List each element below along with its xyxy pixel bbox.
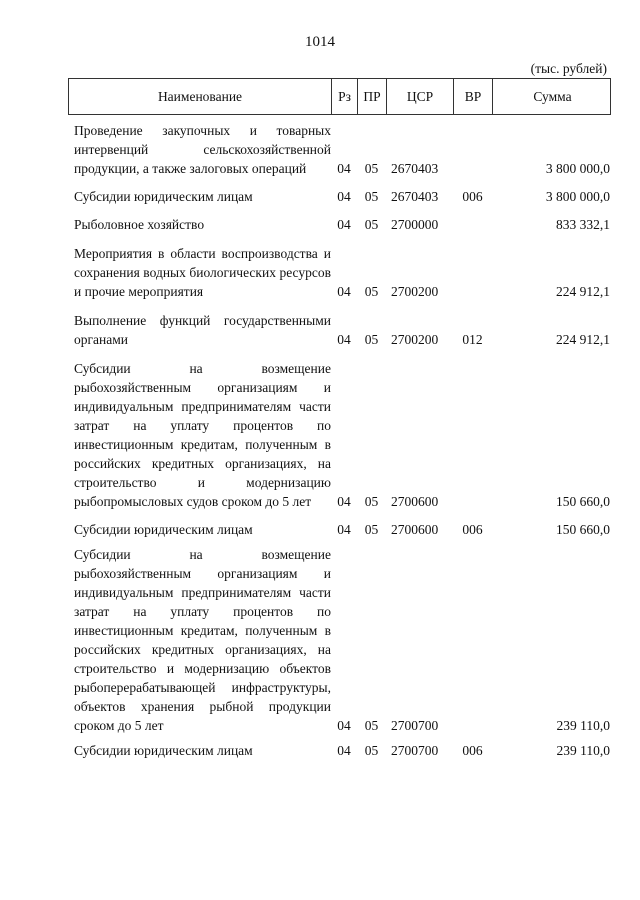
row-rz: 04 xyxy=(337,332,351,347)
row-rz: 04 xyxy=(337,522,351,537)
row-sum: 833 332,1 xyxy=(556,217,610,232)
row-pr: 05 xyxy=(364,217,379,232)
row-pr: 05 xyxy=(364,743,379,758)
row-csr: 2700600 xyxy=(391,522,439,537)
header-name: Наименование xyxy=(157,88,243,104)
row-name: Субсидии юридическим лицам xyxy=(74,743,253,758)
row-name: Мероприятия в области воспроизводства и сохранения водных биологических ресурсов и прочие мероприятия xyxy=(74,246,331,299)
row-sum: 239 110,0 xyxy=(556,718,610,733)
row-pr: 05 xyxy=(364,189,379,204)
row-pr: 05 xyxy=(364,284,379,299)
table-row xyxy=(68,311,611,349)
table-row xyxy=(68,741,611,760)
table-row xyxy=(68,215,611,234)
row-name: Рыболовное хозяйство xyxy=(74,217,205,232)
row-name: Субсидии юридическим лицам xyxy=(74,189,253,204)
header-sum: Сумма xyxy=(492,79,612,114)
row-csr: 2670403 xyxy=(391,161,439,176)
row-name: Выполнение функций государственными органами xyxy=(74,313,331,347)
page-number: 1014 xyxy=(305,34,335,50)
header-rz: Рз xyxy=(331,79,357,114)
row-name: Проведение закупочных и товарных интервенций сельскохозяйственной продукции, а также залоговых операций xyxy=(74,123,331,176)
table-row xyxy=(68,520,611,539)
row-pr: 05 xyxy=(364,161,379,176)
table-row xyxy=(68,545,611,735)
row-sum: 3 800 000,0 xyxy=(545,189,610,204)
row-csr: 2700200 xyxy=(391,284,439,299)
row-sum: 3 800 000,0 xyxy=(545,161,610,176)
table-header xyxy=(68,78,611,115)
row-csr: 2700600 xyxy=(391,494,439,509)
row-csr: 2670403 xyxy=(391,189,439,204)
budget-table xyxy=(68,78,611,760)
units-note: (тыс. рублей) xyxy=(530,61,607,76)
row-rz: 04 xyxy=(337,217,351,232)
row-sum: 150 660,0 xyxy=(556,522,610,537)
row-csr: 2700200 xyxy=(391,332,439,347)
row-sum: 224 912,1 xyxy=(556,284,610,299)
row-rz: 04 xyxy=(337,718,351,733)
row-rz: 04 xyxy=(337,494,351,509)
row-pr: 05 xyxy=(364,332,379,347)
row-pr: 05 xyxy=(364,522,379,537)
row-rz: 04 xyxy=(337,743,351,758)
row-pr: 05 xyxy=(364,494,379,509)
row-vr: 006 xyxy=(462,522,483,537)
row-rz: 04 xyxy=(337,161,351,176)
row-sum: 239 110,0 xyxy=(556,743,610,758)
row-vr: 006 xyxy=(462,189,483,204)
row-sum: 150 660,0 xyxy=(556,494,610,509)
header-pr: ПР xyxy=(357,79,386,114)
row-rz: 04 xyxy=(337,189,351,204)
row-sum: 224 912,1 xyxy=(556,332,610,347)
row-name: Субсидии на возмещение рыбохозяйственным организациям и индивидуальным предпринимателям части затрат на уплату процентов по инвестиционным кредитам, полученным в российских кредитных организациях, на строительство и модернизацию рыбопромысловых судов сроком до 5 лет xyxy=(74,361,331,509)
table-row xyxy=(68,359,611,511)
row-csr: 2700000 xyxy=(391,217,439,232)
header-vr: ВР xyxy=(453,79,492,114)
header-csr: ЦСР xyxy=(386,79,453,114)
row-csr: 2700700 xyxy=(391,718,439,733)
row-csr: 2700700 xyxy=(391,743,439,758)
table-row xyxy=(68,187,611,206)
table-row xyxy=(68,244,611,301)
row-vr: 012 xyxy=(462,332,483,347)
row-rz: 04 xyxy=(337,284,351,299)
row-vr: 006 xyxy=(462,743,483,758)
table-row xyxy=(68,121,611,178)
row-name: Субсидии на возмещение рыбохозяйственным организациям и индивидуальным предпринимателям части затрат на уплату процентов по инвестиционным кредитам, полученным в российских кредитных организациях, на строительство и модернизацию объектов рыбоперерабатывающей инфраструктуры, объектов хранения рыбной продукции сроком до 5 лет xyxy=(74,547,331,733)
row-name: Субсидии юридическим лицам xyxy=(74,522,253,537)
row-pr: 05 xyxy=(364,718,379,733)
